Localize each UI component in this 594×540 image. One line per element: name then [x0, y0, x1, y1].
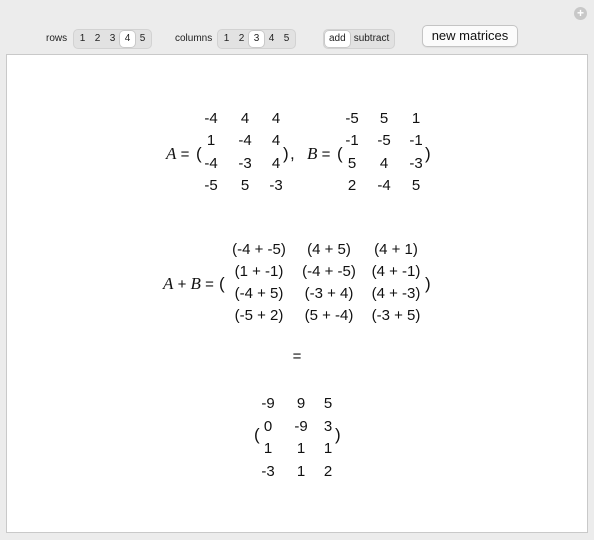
sum-plus: +: [177, 276, 187, 293]
matrix-b-label: [307, 144, 330, 164]
output-panel: [6, 54, 588, 533]
sum-close-paren: ): [425, 274, 431, 293]
matrix-a-equals: =: [180, 146, 190, 163]
matrix-b-cell: -5: [345, 110, 359, 127]
result-cell: 1: [263, 440, 273, 457]
sum-expression-cell: (-4 + -5): [232, 241, 286, 258]
matrix-a-cell: 4: [271, 110, 281, 127]
matrix-b-cell: 1: [411, 110, 421, 127]
result-cell: 1: [296, 440, 306, 457]
sum-expression-cell: (-3 + 4): [304, 285, 354, 302]
result-cell: -3: [261, 463, 275, 480]
matrix-a-label: [166, 144, 189, 164]
result-cell: 1: [323, 440, 333, 457]
sum-expression-cell: (-4 + -5): [302, 263, 356, 280]
matrix-b-cell: 5: [347, 155, 357, 172]
matrix-a-cell: -4: [204, 110, 218, 127]
sum-label: [163, 274, 214, 294]
matrix-b-equals: =: [321, 146, 331, 163]
sum-equals: =: [205, 276, 214, 293]
result-cell: 3: [323, 418, 333, 435]
sum-expression-cell: (4 + 5): [307, 241, 351, 258]
matrix-b-cell: -3: [409, 155, 423, 172]
matrix-b-cell: 4: [379, 155, 389, 172]
columns-option-4[interactable]: 4: [268, 33, 275, 44]
matrix-a-cell: 4: [271, 132, 281, 149]
rows-label: rows: [46, 33, 68, 44]
result-open-paren: (: [254, 425, 260, 444]
matrix-a-cell: 5: [240, 177, 250, 194]
result-cell: -9: [261, 395, 275, 412]
rows-option-4[interactable]: 4: [120, 31, 135, 47]
sum-expression-cell: (-4 + 5): [234, 285, 284, 302]
result-cell: -9: [294, 418, 308, 435]
matrix-b-name: B: [307, 144, 318, 163]
matrix-b-open-paren: (: [337, 144, 343, 163]
sum-expression-cell: (1 + -1): [234, 263, 284, 280]
operation-selector[interactable]: [323, 29, 395, 49]
control-bar: [0, 24, 594, 52]
matrix-a-cell: 1: [206, 132, 216, 149]
sum-expression-cell: (4 + -3): [371, 285, 421, 302]
rows-option-5[interactable]: 5: [139, 33, 146, 44]
matrix-a-cell: -4: [238, 132, 252, 149]
columns-option-3[interactable]: 3: [249, 31, 264, 47]
matrix-b-cell: -1: [345, 132, 359, 149]
add-panel-icon[interactable]: +: [574, 7, 587, 20]
columns-label: columns: [175, 33, 213, 44]
columns-option-5[interactable]: 5: [283, 33, 290, 44]
rows-option-2[interactable]: 2: [94, 33, 101, 44]
sum-expression-cell: (5 + -4): [304, 307, 354, 324]
rows-option-3[interactable]: 3: [109, 33, 116, 44]
operation-subtract[interactable]: subtract: [353, 33, 390, 44]
matrix-a-name: A: [166, 144, 177, 163]
matrix-a-cell: -4: [204, 155, 218, 172]
matrix-b-close-paren: ): [425, 144, 431, 163]
matrix-a-cell: -3: [269, 177, 283, 194]
sum-expression-cell: (4 + 1): [374, 241, 418, 258]
result-cell: 5: [323, 395, 333, 412]
sum-expression-cell: (-3 + 5): [371, 307, 421, 324]
sum-b-name: B: [190, 274, 201, 293]
columns-selector[interactable]: [217, 29, 296, 49]
matrix-b-cell: 5: [411, 177, 421, 194]
columns-option-1[interactable]: 1: [223, 33, 230, 44]
result-close-paren: ): [335, 425, 341, 444]
sum-expression-cell: (4 + -1): [371, 263, 421, 280]
result-cell: 9: [296, 395, 306, 412]
matrix-a-cell: -5: [204, 177, 218, 194]
result-equals: =: [292, 348, 302, 365]
matrix-a-cell: -3: [238, 155, 252, 172]
sum-expression-cell: (-5 + 2): [234, 307, 284, 324]
matrix-b-cell: 2: [347, 177, 357, 194]
operation-add[interactable]: add: [325, 31, 350, 47]
sum-open-paren: (: [219, 274, 225, 293]
matrix-b-cell: -4: [377, 177, 391, 194]
matrix-a-comma: ,: [290, 144, 295, 163]
matrix-a-cell: 4: [271, 155, 281, 172]
new-matrices-button[interactable]: new matrices: [422, 25, 518, 47]
result-cell: 0: [263, 418, 273, 435]
result-cell: 1: [296, 463, 306, 480]
matrix-b-cell: -5: [377, 132, 391, 149]
matrix-a-close-paren: ): [283, 144, 289, 163]
rows-selector[interactable]: [73, 29, 152, 49]
matrix-a-cell: 4: [240, 110, 250, 127]
matrix-a-open-paren: (: [196, 144, 202, 163]
columns-option-2[interactable]: 2: [238, 33, 245, 44]
result-cell: 2: [323, 463, 333, 480]
sum-a-name: A: [163, 274, 174, 293]
matrix-b-cell: 5: [379, 110, 389, 127]
matrix-b-cell: -1: [409, 132, 423, 149]
rows-option-1[interactable]: 1: [79, 33, 86, 44]
